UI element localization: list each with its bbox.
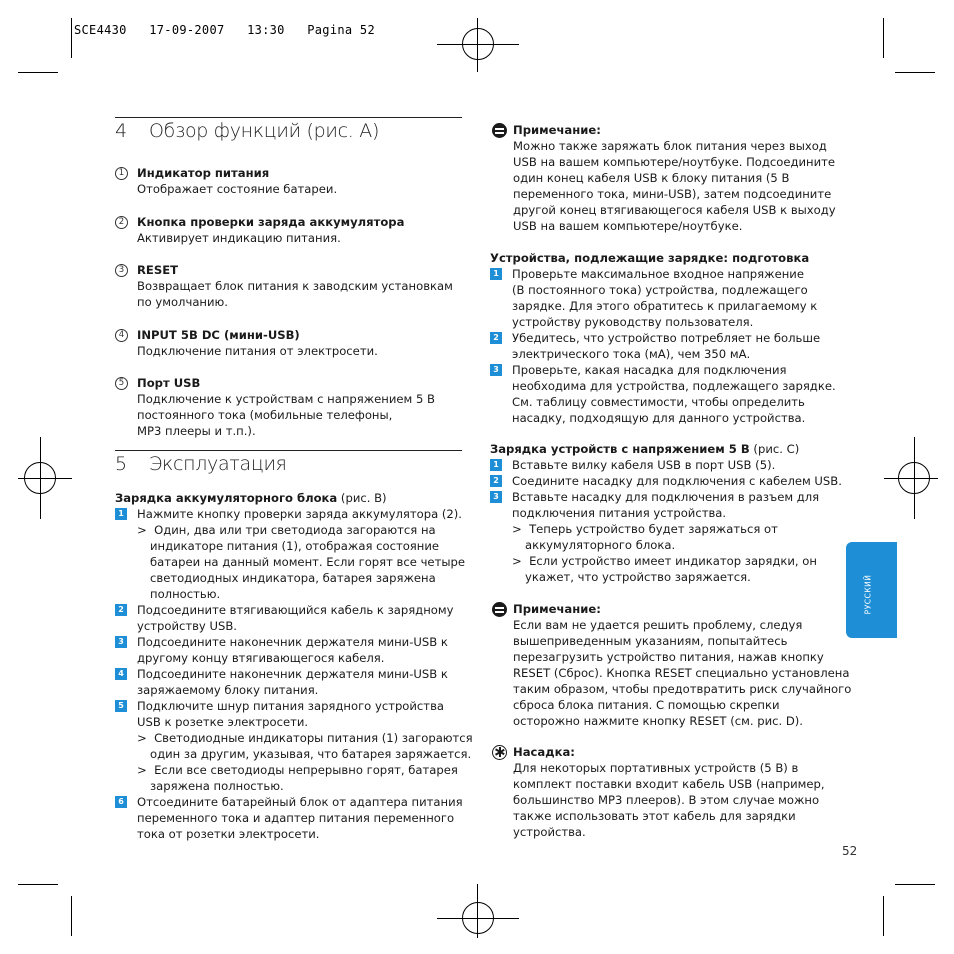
- step-text: один за другим, указывая, что батарея заряжается.: [150, 747, 472, 761]
- step-number-icon: 4: [115, 668, 127, 680]
- section-rule: [115, 117, 462, 118]
- note-icon: [492, 123, 507, 138]
- section-rule: [115, 450, 462, 451]
- step-text: тока от розетки электросети.: [137, 827, 320, 841]
- note-title: Примечание:: [513, 602, 601, 616]
- section-title-text: Обзор функций (рис. A): [149, 120, 380, 142]
- feature-description: Возвращает блок питания к заводским установкам: [137, 279, 453, 293]
- step-number-icon: 2: [115, 604, 127, 616]
- body-line: устройства.: [513, 825, 586, 839]
- step-number-icon: 2: [490, 475, 502, 487]
- item-number-icon: 2: [115, 216, 128, 229]
- body-line: Для некоторых портативных устройств (5 В) в: [513, 761, 799, 775]
- crop-mark: [18, 884, 58, 885]
- step-number-icon: 6: [115, 796, 127, 808]
- crop-mark: [895, 72, 935, 73]
- item-number-icon: 3: [115, 264, 128, 277]
- heading-bold: Зарядка аккумуляторного блока: [115, 491, 338, 505]
- crop-mark: [883, 896, 884, 936]
- feature-title: Порт USB: [137, 376, 201, 390]
- section-4-title: [115, 120, 379, 142]
- body-line: Если вам не удается решить проблему, следуя: [513, 618, 803, 632]
- charge5v-heading: [490, 441, 799, 457]
- language-tab: [846, 542, 897, 638]
- body-line: сброса блока питания. С помощью скрепки: [513, 698, 780, 712]
- step-text: аккумуляторного блока.: [525, 538, 676, 552]
- tip-icon: [492, 745, 507, 760]
- heading-ref: (рис. B): [337, 491, 387, 505]
- step-text: Вставьте вилку кабеля USB в порт USB (5).: [512, 458, 776, 472]
- note-icon: [492, 602, 507, 617]
- heading-ref: (рис. C): [749, 442, 800, 456]
- feature-description: Активирует индикацию питания.: [137, 230, 341, 245]
- step-text: заряжаемому блоку питания.: [137, 683, 319, 697]
- step-text: устройству руководству пользователя.: [512, 315, 754, 329]
- prep-heading: Устройства, подлежащие зарядке: подготовка: [490, 251, 810, 265]
- body-line: RESET (Сброс). Кнопка RESET специально установлена: [513, 666, 850, 680]
- crop-mark: [71, 18, 72, 58]
- step-number-icon: 1: [490, 459, 502, 471]
- body-line: перезагрузить устройство питания, нажав кнопку: [513, 650, 824, 664]
- step-result: > Теперь устройство будет заряжаться от: [512, 522, 778, 536]
- step-text: Подключите шнур питания зарядного устройства: [137, 699, 445, 713]
- body-line: осторожно нажмите кнопку RESET (см. рис. D).: [513, 714, 803, 728]
- feature-description: по умолчанию.: [137, 295, 228, 309]
- step-number-icon: 3: [490, 491, 502, 503]
- feature-description: Подключение питания от электросети.: [137, 343, 378, 358]
- charging-heading: [115, 490, 387, 506]
- body-line: один конец кабеля USB к блоку питания (5 В: [513, 171, 790, 185]
- step-result: > Один, два или три светодиода загораются на: [137, 523, 436, 537]
- step-text: USB к розетке электросети.: [137, 715, 309, 729]
- body-line: большинство MP3 плееров). В этом случае можно: [513, 793, 820, 807]
- step-text: Проверьте максимальное входное напряжение: [512, 267, 804, 281]
- step-text: переменного тока и адаптер питания переменного: [137, 811, 455, 825]
- step-number-icon: 1: [115, 508, 127, 520]
- step-text: другому концу втягивающегося кабеля.: [137, 651, 385, 665]
- item-number-icon: 1: [115, 167, 128, 180]
- step-text: зарядке. Для этого обратитесь к прилагаемому к: [512, 299, 818, 313]
- item-number-icon: 4: [115, 329, 128, 342]
- step-number-icon: 2: [490, 332, 502, 344]
- step-result: > Если все светодиоды непрерывно горят, батарея: [137, 763, 458, 777]
- step-text: См. таблицу совместимости, чтобы определить: [512, 395, 805, 409]
- feature-title: Кнопка проверки заряда аккумулятора: [137, 214, 405, 229]
- step-text: индикаторе питания (1), отображая состояние: [150, 539, 440, 553]
- section-title-text: Эксплуатация: [149, 453, 287, 475]
- section-5-title: [115, 453, 287, 475]
- tip-title: Насадка:: [513, 745, 575, 759]
- body-line: другой конец втягивающегося кабеля USB к выходу: [513, 203, 836, 217]
- step-text: светодиодных индикатора, батарея заряжена: [150, 571, 436, 585]
- feature-description: Отображает состояние батареи.: [137, 182, 338, 196]
- feature-title: Индикатор питания: [137, 166, 270, 180]
- step-text: Убедитесь, что устройство потребляет не больше: [512, 331, 821, 345]
- page-number: 52: [842, 844, 858, 858]
- feature-title: RESET: [137, 263, 179, 277]
- step-result: > Светодиодные индикаторы питания (1) загораются: [137, 731, 473, 745]
- step-text: Подсоедините втягивающийся кабель к зарядному: [137, 603, 454, 617]
- step-text: Подсоедините наконечник держателя мини-USB к: [137, 635, 448, 649]
- step-text: заряжена полностью.: [150, 779, 284, 793]
- step-number-icon: 1: [490, 268, 502, 280]
- step-text: Подсоедините наконечник держателя мини-USB к: [137, 667, 448, 681]
- crop-mark: [883, 18, 884, 58]
- item-number-icon: 5: [115, 377, 128, 390]
- step-text: полностью.: [150, 587, 221, 601]
- step-text: укажет, что устройство заряжается.: [525, 570, 751, 584]
- body-line: USB на вашем компьютере/ноутбуке.: [513, 219, 743, 233]
- step-text: подключения питания устройства.: [512, 506, 727, 520]
- feature-description: Подключение к устройствам с напряжением 5 В: [137, 392, 436, 406]
- crop-mark: [71, 896, 72, 936]
- note-title: Примечание:: [513, 123, 601, 137]
- print-slug: SCE4430 17-09-2007 13:30 Pagina 52: [74, 23, 375, 37]
- step-number-icon: 3: [115, 636, 127, 648]
- step-text: необходима для устройства, подлежащего зарядке.: [512, 379, 836, 393]
- feature-description: постоянного тока (мобильные телефоны,: [137, 408, 393, 422]
- step-text: Отсоедините батарейный блок от адаптера питания: [137, 795, 463, 809]
- heading-bold: Зарядка устройств с напряжением 5 В: [490, 442, 750, 456]
- step-text: батареи на данный момент. Если горят все четыре: [150, 555, 465, 569]
- body-line: также использовать этот кабель для зарядки: [513, 809, 796, 823]
- section-number: 4: [115, 120, 127, 142]
- body-line: вышеприведенным указаниям, попытайтесь: [513, 634, 788, 648]
- body-line: Можно также заряжать блок питания через выход: [513, 139, 827, 153]
- step-text: Вставьте насадку для подключения в разъем для: [512, 490, 820, 504]
- step-result: > Если устройство имеет индикатор зарядки, он: [512, 554, 817, 568]
- step-text: Нажмите кнопку проверки заряда аккумулятора (2).: [137, 507, 462, 521]
- step-number-icon: 5: [115, 700, 127, 712]
- section-number: 5: [115, 453, 127, 475]
- body-line: переменного тока, мини-USB), затем подсоедините: [513, 187, 832, 201]
- crop-mark: [18, 72, 58, 73]
- feature-description: MP3 плееры и т.п.).: [137, 424, 256, 438]
- language-tab-label: РУССКИЙ: [863, 574, 873, 615]
- feature-title: INPUT 5B DC (мини-USB): [137, 327, 300, 342]
- step-text: насадку, подходящую для данного устройства.: [512, 411, 806, 425]
- step-text: электрического тока (мА), чем 350 мА.: [512, 347, 751, 361]
- body-line: USB на вашем компьютере/ноутбуке. Подсоедините: [513, 155, 836, 169]
- step-text: Проверьте, какая насадка для подключения: [512, 363, 787, 377]
- crop-mark: [895, 884, 935, 885]
- step-number-icon: 3: [490, 364, 502, 376]
- step-text: Соедините насадку для подключения с кабелем USB.: [512, 474, 842, 488]
- step-text: устройству USB.: [137, 619, 237, 633]
- body-line: комплект поставки входит кабель USB (например,: [513, 777, 825, 791]
- step-text: (В постоянного тока) устройства, подлежащего: [512, 283, 808, 297]
- body-line: таким образом, чтобы предотвратить риск случайного: [513, 682, 852, 696]
